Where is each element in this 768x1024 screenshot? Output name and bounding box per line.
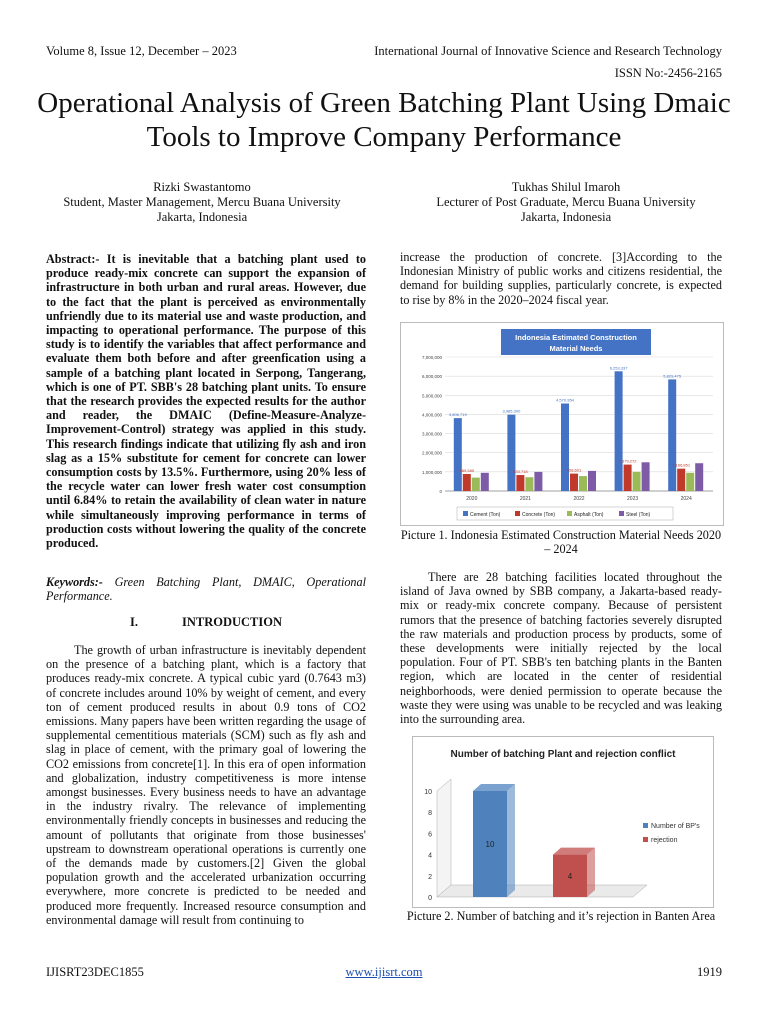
author-block-1 (32, 180, 372, 225)
bar-data-label: 1,379,272 (618, 458, 637, 464)
bar (668, 379, 676, 491)
legend-swatch (643, 837, 648, 842)
author-location: Jakarta, Indonesia (156, 210, 248, 224)
x-tick-label: 2021 (519, 496, 531, 502)
legend-label: Number of BP's (651, 823, 700, 830)
section-heading (46, 615, 366, 630)
keywords (46, 575, 366, 603)
y-tick-label: 6,000,000 (421, 374, 442, 380)
bar (642, 462, 650, 491)
bar-side-face (587, 848, 595, 897)
bar (615, 371, 623, 491)
journal-issn: ISSN No:-2456-2165 (614, 66, 722, 80)
bar-data-label: 4,570,954 (556, 397, 574, 403)
bar (588, 471, 596, 491)
paper-title: Operational Analysis of Green Batching Plant Using Dmaic Tools to Improve Company Performance (37, 87, 731, 153)
author-location: Jakarta, Indonesia (520, 210, 612, 224)
bar (534, 472, 542, 491)
legend-label: Cement (Ton) (470, 512, 501, 518)
legend-swatch (463, 511, 468, 516)
author-affiliation: Student, Master Management, Mercu Buana University (63, 195, 341, 209)
y-tick-label: 1,000,000 (421, 469, 442, 475)
author-name: Tukhas Shilul Imaroh (511, 180, 621, 194)
intro-paragraph: The growth of urban infrastructure is inevitably dependent on the presence of a batching plant, which is a factory that produces ready-mix concrete. A typical cubic yard (0.7643 m3) of concrete includes around 10% by weight of cement, and every ton of cement produced results in about 0.9 tons of CO2 emissions. Many papers have been written regarding the usage of supplemental cementitious materials (SCM) such as fly ash and slag in place of cement, with the primary goal of lowering the CO2 emissions from concrete[1]. In this era of open information and globalization, industry competitiveness is more intense amongst businesses. Every business needs to have an advantage in the industry rivalry. The relevance of implementing environmentally friendly concepts in businesses and reducing the amount of pollutants that originate from those businesses' upstream to downstream operational operations is currently one of the demands made by customers.[2] Given the global population growth and the accelerated urbanization occurring everywhere, more concrete is predicted to be needed and produced more frequently. Increased resource consumption and environmental damage will result from continuing to (46, 643, 366, 927)
footer-website-link[interactable]: www.ijisrt.com (345, 965, 423, 979)
legend-swatch (515, 511, 520, 516)
bar (561, 403, 569, 491)
footer-article-id: IJISRT23DEC1855 (46, 965, 144, 979)
x-tick-label: 2023 (627, 496, 639, 502)
footer-page-number: 1919 (697, 965, 722, 979)
y-tick-label: 0 (439, 489, 442, 494)
y-tick-label: 2,000,000 (421, 450, 442, 456)
legend-swatch (619, 511, 624, 516)
bar (686, 473, 694, 491)
bar (507, 415, 515, 491)
bar (579, 476, 587, 491)
right-column-paragraph-1: increase the production of concrete. [3]According to the Indonesian Ministry of public works and citizens residential, the demand for building supplies, particularly concrete, is expected to rise by 8% in the 2020–2024 fiscal year. (400, 250, 722, 307)
bar (516, 475, 524, 491)
keywords-label: Keywords:- (46, 575, 103, 589)
x-tick-label: 2022 (573, 496, 585, 502)
y-tick-label: 10 (424, 789, 432, 796)
legend-label: Concrete (Ton) (522, 512, 556, 518)
bar (472, 478, 480, 491)
bar-data-label: 908,601 (566, 467, 582, 473)
bar (481, 473, 489, 491)
abstract: Abstract:- It is inevitable that a batching plant used to produce ready-mix concrete can support the expansion of infrastructure in both urban and rural areas. However, due to the fact that the plant is perceived as environmentally unfriendly due to its material use and waste production, and impacting to operational performance. The purpose of this study is to identify the variables that affect performance and evaluate them both before and after greenfication using a sample of a batching plant located in Serpong, Tangerang, which is one of PT. SBB's 28 batching plant units. To ensure that the research provides the expected results for the author and reader, the DMAIC (Define-Measure-Analyze-Improvement-Control) strategy was applied in this study. This research findings indicate that utilizing fly ash and iron slag as a 15% substitute for cement for concrete can lower consumption costs by 13.5%. Furthermore, using 20% less of the recycle water can lower fresh water cost consumption until 6.84% to retain the availability of clean water in nature while simultaneously improving performance in terms of production costs without lowering the quality of the concrete produced. (46, 252, 366, 551)
y-tick-label: 8 (428, 810, 432, 818)
author-name: Rizki Swastantomo (153, 180, 251, 194)
legend-label: rejection (651, 837, 678, 844)
bar (570, 474, 578, 491)
chart-title: Number of batching Plant and rejection conflict (450, 749, 676, 760)
bar-data-label: 1,166,851 (672, 462, 691, 468)
bar (633, 472, 641, 491)
bar-data-label: 3,985,300 (502, 408, 521, 414)
author-block-2 (396, 180, 736, 225)
bar-data-label: 10 (485, 840, 495, 849)
bar-data-label: 889,585 (459, 467, 475, 473)
journal-name: International Journal of Innovative Science and Research Technology (374, 44, 722, 58)
bar (695, 463, 703, 491)
x-tick-label: 2024 (680, 496, 692, 502)
bar (454, 418, 462, 491)
chart-floor (437, 885, 647, 897)
section-title: INTRODUCTION (181, 615, 282, 629)
legend-label: Asphalt (Ton) (574, 512, 604, 518)
y-tick-label: 4,000,000 (421, 412, 442, 418)
figure-1-chart (400, 322, 724, 526)
y-tick-label: 7,000,000 (421, 355, 442, 360)
journal-volume: Volume 8, Issue 12, December – 2023 (46, 44, 237, 58)
chart-side-wall (437, 779, 451, 897)
legend-label: Steel (Ton) (626, 512, 651, 518)
bar-data-label: 5,829,475 (663, 373, 682, 379)
x-tick-label: 2020 (466, 496, 478, 502)
bar-side-face (507, 784, 515, 897)
y-tick-label: 2 (428, 873, 432, 881)
batching-rejection-chart (413, 737, 713, 907)
keywords-text: Green Batching Plant, DMAIC, Operational Performance. (46, 575, 367, 604)
y-tick-label: 0 (428, 895, 432, 902)
bar (463, 474, 471, 491)
construction-material-chart (401, 323, 723, 525)
bar-data-label: 3,806,719 (448, 412, 467, 418)
author-affiliation: Lecturer of Post Graduate, Mercu Buana University (436, 195, 696, 209)
y-tick-label: 5,000,000 (421, 393, 442, 399)
bar-data-label: 4 (567, 871, 573, 881)
chart-title-line-2: Material Needs (549, 344, 603, 353)
bar (677, 469, 685, 491)
right-column-paragraph-2: There are 28 batching facilities located throughout the island of Java owned by SBB company, a Jakarta-based ready-mix or ready-mix concrete company. Because of persistent rumors that the presence of batching factories severely disrupted the raw materials and production process by products, some of these developments were initially rejected by the local population. Four of PT. SBB's ten batching plants in the Banten region, which are located in the center of residential neighborhoods, were denied permission to operate because the waste they were using was unable to be recycled and was leaking into the surrounding area. (400, 570, 722, 727)
bar (624, 465, 632, 491)
figure-1-caption: Picture 1. Indonesia Estimated Construction Material Needs 2020 – 2024 (400, 528, 722, 556)
legend-swatch (567, 511, 572, 516)
y-tick-label: 4 (428, 852, 432, 860)
y-tick-label: 6 (428, 831, 432, 839)
legend-swatch (643, 823, 648, 828)
chart-title-line-1: Indonesia Estimated Construction (515, 333, 637, 342)
figure-2-chart (412, 736, 714, 908)
bar-data-label: 833,718 (513, 469, 528, 475)
bar-data-label: 6,253,337 (609, 365, 628, 371)
section-number: I. (129, 615, 138, 629)
y-tick-label: 3,000,000 (421, 431, 442, 437)
bar (525, 477, 533, 491)
figure-2-caption: Picture 2. Number of batching and it’s rejection in Banten Area (406, 909, 716, 923)
